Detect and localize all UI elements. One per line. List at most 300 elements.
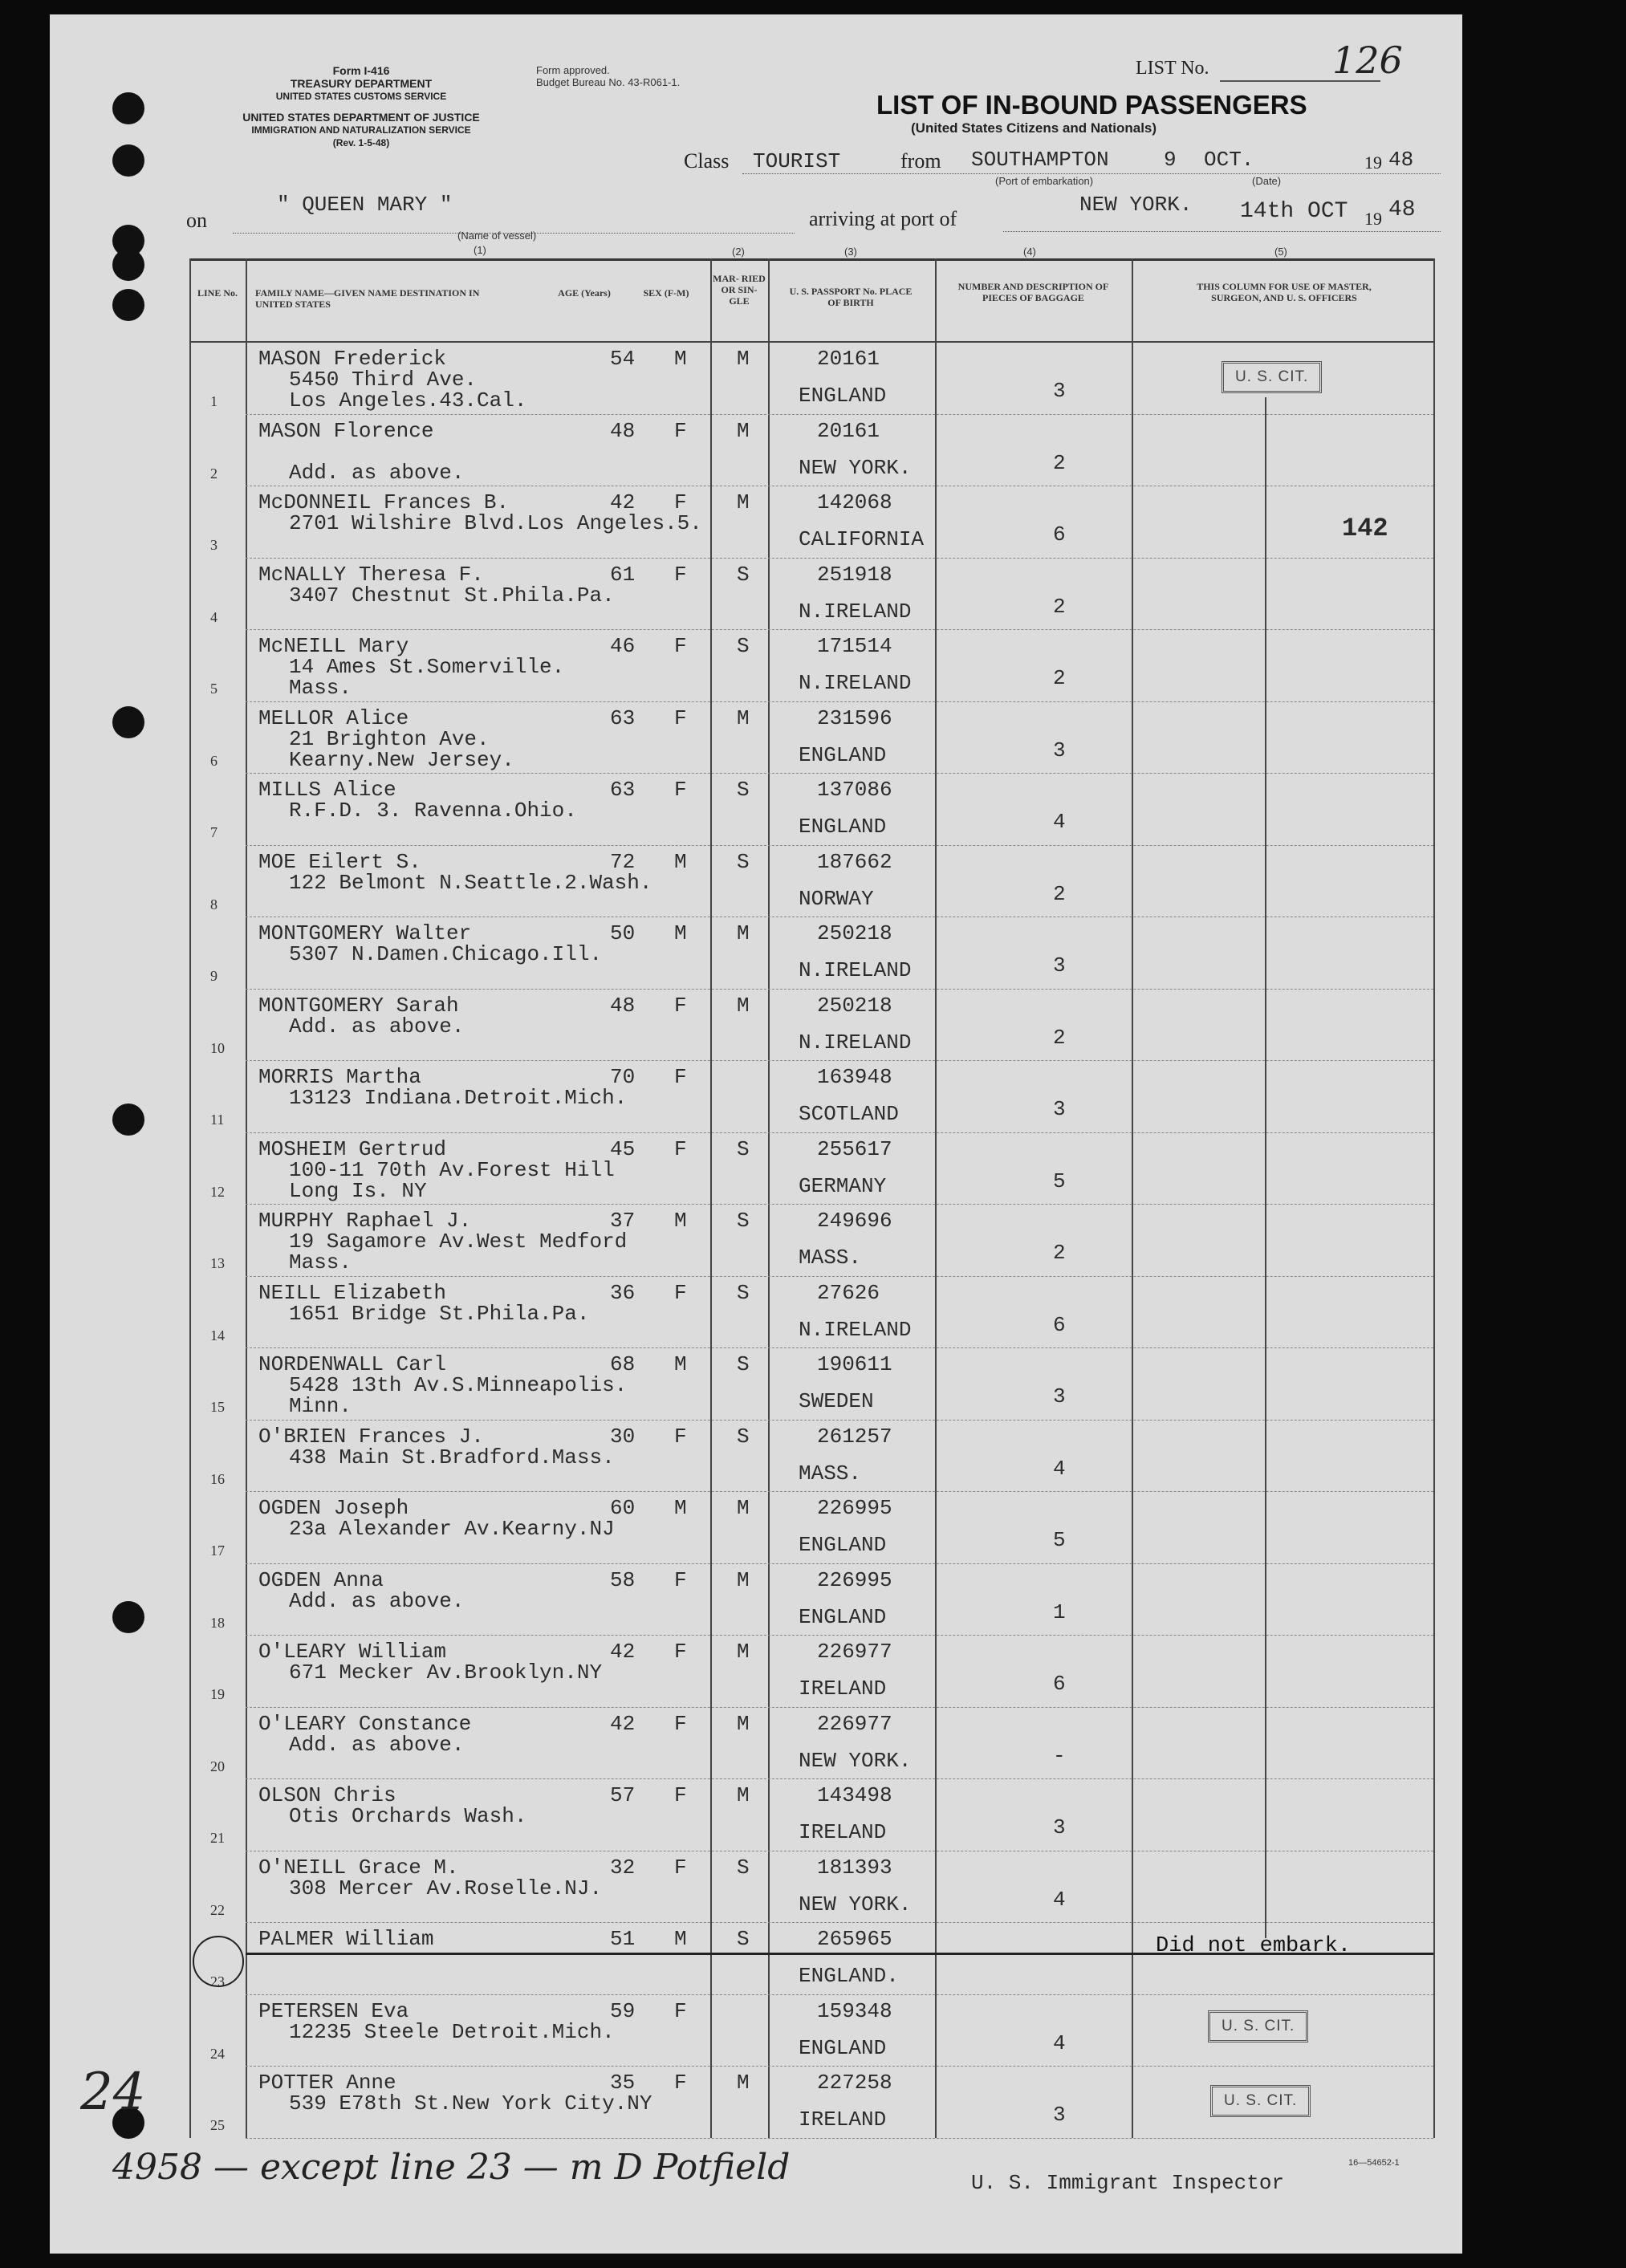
table-row xyxy=(246,773,1433,774)
passenger-name: McNEILL Mary xyxy=(258,634,409,658)
year-prefix: 19 xyxy=(1364,152,1382,173)
destination-line1: 19 Sagamore Av.West Medford xyxy=(289,1230,628,1254)
passport-number: 226995 xyxy=(817,1567,892,1592)
col-header-officers: THIS COLUMN FOR USE OF MASTER, SURGEON, AND U. S. OFFICERS xyxy=(1197,281,1372,303)
passenger-age: 58 xyxy=(610,1567,636,1592)
passport-number: 171514 xyxy=(817,634,892,658)
us-citizen-stamp: U. S. CIT. xyxy=(1210,2085,1311,2117)
passenger-name: NEILL Elizabeth xyxy=(258,1280,447,1305)
passenger-name: NORDENWALL Carl xyxy=(258,1352,447,1376)
col-divider xyxy=(246,258,247,2138)
passenger-sex: F xyxy=(674,1424,687,1449)
vessel-col-number: (1) xyxy=(474,244,486,256)
passenger-sex: F xyxy=(674,993,687,1018)
us-citizen-stamp: U. S. CIT. xyxy=(1222,361,1322,393)
destination-line1: 5307 N.Damen.Chicago.Ill. xyxy=(289,942,603,966)
print-code: 16—54652-1 xyxy=(1348,2158,1400,2168)
line-number: 22 xyxy=(210,1901,225,1918)
passenger-sex: F xyxy=(674,418,687,443)
year-suffix: 48 xyxy=(1388,148,1414,172)
line-number: 9 xyxy=(210,968,217,984)
punch-hole xyxy=(112,289,144,321)
passport-number: 227258 xyxy=(817,2071,892,2095)
passenger-sex: M xyxy=(674,849,687,874)
passport-number: 226977 xyxy=(817,1711,892,1736)
passenger-name: PALMER William xyxy=(258,1927,434,1951)
destination-line1: 539 E78th St.New York City.NY xyxy=(289,2091,652,2116)
destination-line1: 671 Mecker Av.Brooklyn.NY xyxy=(289,1660,603,1685)
line-number: 12 xyxy=(210,1183,225,1200)
passenger-age: 63 xyxy=(610,778,636,802)
table-row xyxy=(246,1994,1433,1995)
passenger-name: MOE Eilert S. xyxy=(258,849,421,874)
baggage-count: 4 xyxy=(1053,1887,1066,1912)
line-number: 8 xyxy=(210,896,217,912)
table-row xyxy=(246,1420,1433,1421)
table-row xyxy=(246,414,1433,415)
passenger-age: 36 xyxy=(610,1280,636,1305)
col-header-passport: U. S. PASSPORT No. PLACE OF BIRTH xyxy=(789,286,913,308)
destination-line1: 23a Alexander Av.Kearny.NJ xyxy=(289,1517,615,1541)
table-row xyxy=(246,701,1433,702)
line-number: 7 xyxy=(210,824,217,840)
line-number: 14 xyxy=(210,1327,225,1343)
baggage-count: 3 xyxy=(1053,1097,1066,1121)
table-row xyxy=(246,989,1433,990)
passenger-age: 37 xyxy=(610,1209,636,1233)
place-of-birth: NEW YORK. xyxy=(799,1748,912,1773)
passenger-name: O'LEARY Constance xyxy=(258,1711,472,1736)
punch-hole xyxy=(112,144,144,177)
table-row xyxy=(246,1635,1433,1636)
col-header-age: AGE (Years) xyxy=(558,287,611,299)
passenger-sex: M xyxy=(674,1927,687,1951)
marital-status: M xyxy=(737,1783,750,1807)
circle-mark xyxy=(193,1936,244,1987)
baggage-count: 6 xyxy=(1053,1312,1066,1337)
destination-line1: 3407 Chestnut St.Phila.Pa. xyxy=(289,583,615,608)
passenger-name: MASON Frederick xyxy=(258,347,447,371)
marital-status: M xyxy=(737,1496,750,1520)
passport-number: 187662 xyxy=(817,849,892,874)
place-of-birth: SCOTLAND xyxy=(799,1102,899,1126)
place-of-birth: ENGLAND. xyxy=(799,1964,899,1988)
passenger-age: 57 xyxy=(610,1783,636,1807)
passenger-sex: F xyxy=(674,2071,687,2095)
marital-status: M xyxy=(737,2071,750,2095)
destination-line2: Mass. xyxy=(289,1250,352,1274)
passenger-name: OGDEN Anna xyxy=(258,1567,384,1592)
destination-line1: 14 Ames St.Somerville. xyxy=(289,655,565,679)
line-number: 19 xyxy=(210,1686,225,1702)
marital-status: M xyxy=(737,1711,750,1736)
passport-number: 249696 xyxy=(817,1209,892,1233)
passenger-age: 42 xyxy=(610,1640,636,1664)
passenger-age: 70 xyxy=(610,1065,636,1089)
passenger-name: McDONNEIL Frances B. xyxy=(258,490,510,514)
passport-number: 231596 xyxy=(817,705,892,730)
col-divider xyxy=(189,258,191,2138)
destination-line1: Add. as above. xyxy=(289,1014,465,1038)
passenger-age: 59 xyxy=(610,1998,636,2023)
marital-status: S xyxy=(737,1280,750,1305)
destination-line2: Long Is. NY xyxy=(289,1178,427,1203)
destination-line2: Minn. xyxy=(289,1394,352,1418)
passenger-sex: F xyxy=(674,634,687,658)
place-of-birth: NEW YORK. xyxy=(799,1892,912,1916)
vessel-name: " QUEEN MARY " xyxy=(277,193,453,217)
baggage-count: 4 xyxy=(1053,810,1066,834)
line-number: 3 xyxy=(210,537,217,553)
passenger-sex: F xyxy=(674,1640,687,1664)
us-citizen-stamp: U. S. CIT. xyxy=(1208,2010,1308,2042)
col-divider xyxy=(1433,258,1435,2138)
passenger-sex: F xyxy=(674,562,687,587)
place-of-birth: ENGLAND xyxy=(799,815,887,839)
baggage-count: - xyxy=(1053,1743,1066,1768)
line-number: 15 xyxy=(210,1399,225,1415)
marital-status: S xyxy=(737,562,750,587)
passport-number: 142068 xyxy=(817,490,892,514)
passenger-name: PETERSEN Eva xyxy=(258,1998,409,2023)
vessel-caption: (Name of vessel) xyxy=(457,230,537,242)
passport-number: 250218 xyxy=(817,993,892,1018)
passenger-sex: F xyxy=(674,1783,687,1807)
baggage-count: 3 xyxy=(1053,738,1066,762)
baggage-count: 3 xyxy=(1053,953,1066,978)
ins-service: IMMIGRATION AND NATURALIZATION SERVICE xyxy=(251,124,471,136)
passenger-age: 32 xyxy=(610,1855,636,1880)
punch-hole xyxy=(112,1104,144,1136)
manifest-title: LIST OF IN-BOUND PASSENGERS xyxy=(876,90,1307,120)
vertical-pen-line xyxy=(1265,397,1266,1938)
marital-status: S xyxy=(737,849,750,874)
margin-24: 24 xyxy=(80,2063,146,2122)
passport-number: 20161 xyxy=(817,347,880,371)
marital-status: S xyxy=(737,1136,750,1161)
passenger-sex: F xyxy=(674,705,687,730)
destination-line2: Mass. xyxy=(289,676,352,700)
justice-block xyxy=(185,111,538,149)
table-row xyxy=(246,1347,1433,1348)
treasury-dept: TREASURY DEPARTMENT xyxy=(290,77,433,90)
baggage-count: 5 xyxy=(1053,1528,1066,1552)
destination-line2: Kearny.New Jersey. xyxy=(289,747,514,772)
line-number: 11 xyxy=(210,1112,225,1128)
destination-line1: 122 Belmont N.Seattle.2.Wash. xyxy=(289,870,652,895)
table-row xyxy=(246,1563,1433,1564)
baggage-count: 3 xyxy=(1053,1384,1066,1408)
line-number: 16 xyxy=(210,1470,225,1487)
marital-status: S xyxy=(737,1927,750,1951)
passenger-name: O'BRIEN Frances J. xyxy=(258,1424,484,1449)
arrival-underline xyxy=(1003,231,1441,232)
passenger-sex: M xyxy=(674,1352,687,1376)
col-number-5: (5) xyxy=(1274,246,1287,258)
place-of-birth: N.IRELAND xyxy=(799,958,912,982)
place-of-birth: ENGLAND xyxy=(799,2035,887,2060)
arrival-date: 14th OCT xyxy=(1240,199,1348,224)
destination-line1: Add. as above. xyxy=(289,1732,465,1757)
passenger-sex: F xyxy=(674,1065,687,1089)
strike-line xyxy=(246,1953,1433,1955)
place-of-birth: MASS. xyxy=(799,1461,862,1486)
passenger-name: MONTGOMERY Sarah xyxy=(258,993,459,1018)
passenger-age: 42 xyxy=(610,1711,636,1736)
embark-month: OCT. xyxy=(1204,148,1254,172)
col-number-4: (4) xyxy=(1023,246,1036,258)
passport-number: 159348 xyxy=(817,1998,892,2023)
place-of-birth: SWEDEN xyxy=(799,1389,874,1413)
passenger-sex: F xyxy=(674,1280,687,1305)
embark-day: 9 xyxy=(1164,148,1177,172)
table-row xyxy=(246,1204,1433,1205)
destination-line1: 308 Mercer Av.Roselle.NJ. xyxy=(289,1876,603,1900)
port-of-embarkation: SOUTHAMPTON xyxy=(971,148,1109,172)
passport-number: 250218 xyxy=(817,921,892,945)
passenger-name: O'LEARY William xyxy=(258,1640,447,1664)
col-header-baggage: NUMBER AND DESCRIPTION OF PIECES OF BAGGAGE xyxy=(957,281,1109,303)
passport-number: 226977 xyxy=(817,1640,892,1664)
passenger-age: 35 xyxy=(610,2071,636,2095)
baggage-count: 4 xyxy=(1053,2030,1066,2055)
list-number-value: 126 xyxy=(1332,39,1403,82)
baggage-count: 3 xyxy=(1053,379,1066,403)
passenger-age: 61 xyxy=(610,562,636,587)
destination-line1: 13123 Indiana.Detroit.Mich. xyxy=(289,1086,628,1110)
passenger-sex: M xyxy=(674,1496,687,1520)
place-of-birth: N.IRELAND xyxy=(799,1030,912,1055)
passenger-age: 46 xyxy=(610,634,636,658)
table-row xyxy=(246,1922,1433,1923)
table-row xyxy=(246,2138,1433,2139)
place-of-birth: IRELAND xyxy=(799,1820,887,1844)
passenger-age: 60 xyxy=(610,1496,636,1520)
line-number: 17 xyxy=(210,1542,225,1559)
passenger-sex: F xyxy=(674,490,687,514)
passport-number: 265965 xyxy=(817,1927,892,1951)
passenger-name: OGDEN Joseph xyxy=(258,1496,409,1520)
destination-line1: 21 Brighton Ave. xyxy=(289,726,490,751)
passenger-name: OLSON Chris xyxy=(258,1783,396,1807)
place-of-birth: GERMANY xyxy=(799,1173,887,1198)
passenger-age: 45 xyxy=(610,1136,636,1161)
passenger-sex: F xyxy=(674,1855,687,1880)
marital-status: S xyxy=(737,1209,750,1233)
destination-line1: 12235 Steele Detroit.Mich. xyxy=(289,2019,615,2044)
marital-status: M xyxy=(737,490,750,514)
col-header-sex: SEX (F-M) xyxy=(643,287,689,299)
line-number: 6 xyxy=(210,752,217,769)
destination-line1: Add. as above. xyxy=(289,1588,465,1613)
table-row xyxy=(246,2066,1433,2067)
footer-handwriting: 4958 — except line 23 — m D Potfield xyxy=(112,2147,791,2188)
place-of-birth: ENGLAND xyxy=(799,384,887,408)
passenger-sex: F xyxy=(674,1711,687,1736)
line-number: 13 xyxy=(210,1255,225,1271)
destination-line1: 5450 Third Ave. xyxy=(289,368,478,392)
place-of-birth: MASS. xyxy=(799,1246,862,1270)
passport-number: 255617 xyxy=(817,1136,892,1161)
marital-status: M xyxy=(737,418,750,443)
place-of-birth: ENGLAND xyxy=(799,1604,887,1629)
col-divider xyxy=(935,258,937,2138)
place-of-birth: N.IRELAND xyxy=(799,1317,912,1342)
passenger-age: 42 xyxy=(610,490,636,514)
col-header-name: FAMILY NAME—GIVEN NAME DESTINATION IN UNITED STATES xyxy=(255,287,480,310)
line-number: 23 xyxy=(210,1973,225,1990)
marital-status: M xyxy=(737,347,750,371)
header-bottom-rule xyxy=(189,341,1433,343)
destination-line1: 5428 13th Av.S.Minneapolis. xyxy=(289,1373,628,1397)
place-of-birth: ENGLAND xyxy=(799,742,887,767)
passport-number: 190611 xyxy=(817,1352,892,1376)
line-number: 5 xyxy=(210,681,217,697)
col-divider xyxy=(710,258,712,2138)
line-number: 18 xyxy=(210,1614,225,1631)
table-row xyxy=(246,1778,1433,1779)
table-row xyxy=(246,845,1433,846)
place-of-birth: NORWAY xyxy=(799,886,874,911)
passport-number: 143498 xyxy=(817,1783,892,1807)
arrival-year: 48 xyxy=(1388,197,1416,222)
line-number: 20 xyxy=(210,1758,225,1774)
budget-bureau: Budget Bureau No. 43-R061-1. xyxy=(536,76,681,88)
arrival-port: NEW YORK. xyxy=(1079,193,1193,217)
destination-line1: R.F.D. 3. Ravenna.Ohio. xyxy=(289,799,577,823)
destination-line2: Los Angeles.43.Cal. xyxy=(289,388,527,413)
baggage-count: 3 xyxy=(1053,1815,1066,1839)
col-divider xyxy=(1132,258,1133,2138)
passenger-name: MELLOR Alice xyxy=(258,705,409,730)
punch-hole xyxy=(112,706,144,738)
marital-status: S xyxy=(737,778,750,802)
destination-line1: 100-11 70th Av.Forest Hill xyxy=(289,1157,615,1182)
table-row xyxy=(246,558,1433,559)
marital-status: S xyxy=(737,1855,750,1880)
table-row xyxy=(246,629,1433,630)
passenger-name: POTTER Anne xyxy=(258,2071,396,2095)
line-number: 1 xyxy=(210,393,217,409)
passenger-sex: F xyxy=(674,1136,687,1161)
list-no-label: LIST No. xyxy=(1136,58,1209,79)
col-header-married: MAR- RIED OR SIN- GLE xyxy=(713,273,766,307)
passenger-name: MOSHEIM Gertrud xyxy=(258,1136,447,1161)
inspector-label: U. S. Immigrant Inspector xyxy=(971,2171,1285,2195)
baggage-count: 4 xyxy=(1053,1456,1066,1481)
baggage-count: 2 xyxy=(1053,594,1066,619)
place-of-birth: ENGLAND xyxy=(799,1533,887,1557)
baggage-count: 3 xyxy=(1053,2103,1066,2127)
class-label: Class xyxy=(684,149,730,173)
revision: (Rev. 1-5-48) xyxy=(332,137,390,148)
line-number: 25 xyxy=(210,2117,225,2133)
table-row xyxy=(246,1132,1433,1133)
passport-number: 181393 xyxy=(817,1855,892,1880)
justice-dept: UNITED STATES DEPARTMENT OF JUSTICE xyxy=(242,111,480,124)
passenger-age: 72 xyxy=(610,849,636,874)
marital-status: M xyxy=(737,993,750,1018)
from-label: from xyxy=(900,149,941,173)
form-block xyxy=(185,64,538,103)
passenger-sex: F xyxy=(674,1567,687,1592)
marital-status: M xyxy=(737,921,750,945)
passport-number: 27626 xyxy=(817,1280,880,1305)
baggage-count: 5 xyxy=(1053,1169,1066,1193)
place-of-birth: NEW YORK. xyxy=(799,455,912,480)
passport-number: 251918 xyxy=(817,562,892,587)
passenger-age: 30 xyxy=(610,1424,636,1449)
passenger-name: O'NEILL Grace M. xyxy=(258,1855,459,1880)
passenger-sex: M xyxy=(674,1209,687,1233)
passport-number: 20161 xyxy=(817,418,880,443)
passenger-age: 50 xyxy=(610,921,636,945)
passenger-age: 54 xyxy=(610,347,636,371)
marital-status: M xyxy=(737,1640,750,1664)
baggage-count: 2 xyxy=(1053,666,1066,690)
baggage-count: 2 xyxy=(1053,881,1066,906)
destination-line2: Add. as above. xyxy=(289,460,465,485)
place-of-birth: CALIFORNIA xyxy=(799,527,925,551)
passenger-name: MORRIS Martha xyxy=(258,1065,421,1089)
arriving-label: arriving at port of xyxy=(809,207,957,230)
customs-service: UNITED STATES CUSTOMS SERVICE xyxy=(275,91,447,102)
form-number: Form I-416 xyxy=(332,64,390,77)
passport-number: 261257 xyxy=(817,1424,892,1449)
table-row xyxy=(246,1707,1433,1708)
place-of-birth: N.IRELAND xyxy=(799,599,912,624)
form-approved: Form approved. xyxy=(536,64,610,76)
baggage-count: 6 xyxy=(1053,1672,1066,1696)
marital-status: S xyxy=(737,634,750,658)
approval-block xyxy=(536,64,680,88)
table-row xyxy=(246,1491,1433,1492)
line-number: 21 xyxy=(210,1830,225,1846)
passenger-age: 51 xyxy=(610,1927,636,1951)
line-number: 2 xyxy=(210,465,217,482)
passenger-sex: M xyxy=(674,347,687,371)
manifest-subtitle: (United States Citizens and Nationals) xyxy=(911,120,1157,136)
marital-status: S xyxy=(737,1352,750,1376)
passenger-name: MILLS Alice xyxy=(258,778,396,802)
class-underline xyxy=(742,173,1441,174)
marital-status: M xyxy=(737,1567,750,1592)
passenger-age: 63 xyxy=(610,705,636,730)
baggage-count: 6 xyxy=(1053,522,1066,547)
date-caption: (Date) xyxy=(1252,175,1282,187)
passenger-age: 68 xyxy=(610,1352,636,1376)
passenger-sex: M xyxy=(674,921,687,945)
table-row xyxy=(246,1060,1433,1061)
port-caption: (Port of embarkation) xyxy=(995,175,1094,187)
line-number: 24 xyxy=(210,2045,225,2062)
baggage-count: 2 xyxy=(1053,450,1066,475)
col-divider xyxy=(768,258,770,2138)
passport-number: 163948 xyxy=(817,1065,892,1089)
destination-line1: 2701 Wilshire Blvd.Los Angeles.5. xyxy=(289,511,702,535)
marital-status: S xyxy=(737,1424,750,1449)
passenger-age: 48 xyxy=(610,418,636,443)
passport-number: 137086 xyxy=(817,778,892,802)
place-of-birth: N.IRELAND xyxy=(799,671,912,695)
col-number-3: (3) xyxy=(844,246,857,258)
passenger-name: MURPHY Raphael J. xyxy=(258,1209,472,1233)
marital-status: M xyxy=(737,705,750,730)
passenger-sex: F xyxy=(674,1998,687,2023)
table-row xyxy=(246,1276,1433,1277)
class-value: TOURIST xyxy=(753,149,841,173)
baggage-count: 1 xyxy=(1053,1599,1066,1624)
